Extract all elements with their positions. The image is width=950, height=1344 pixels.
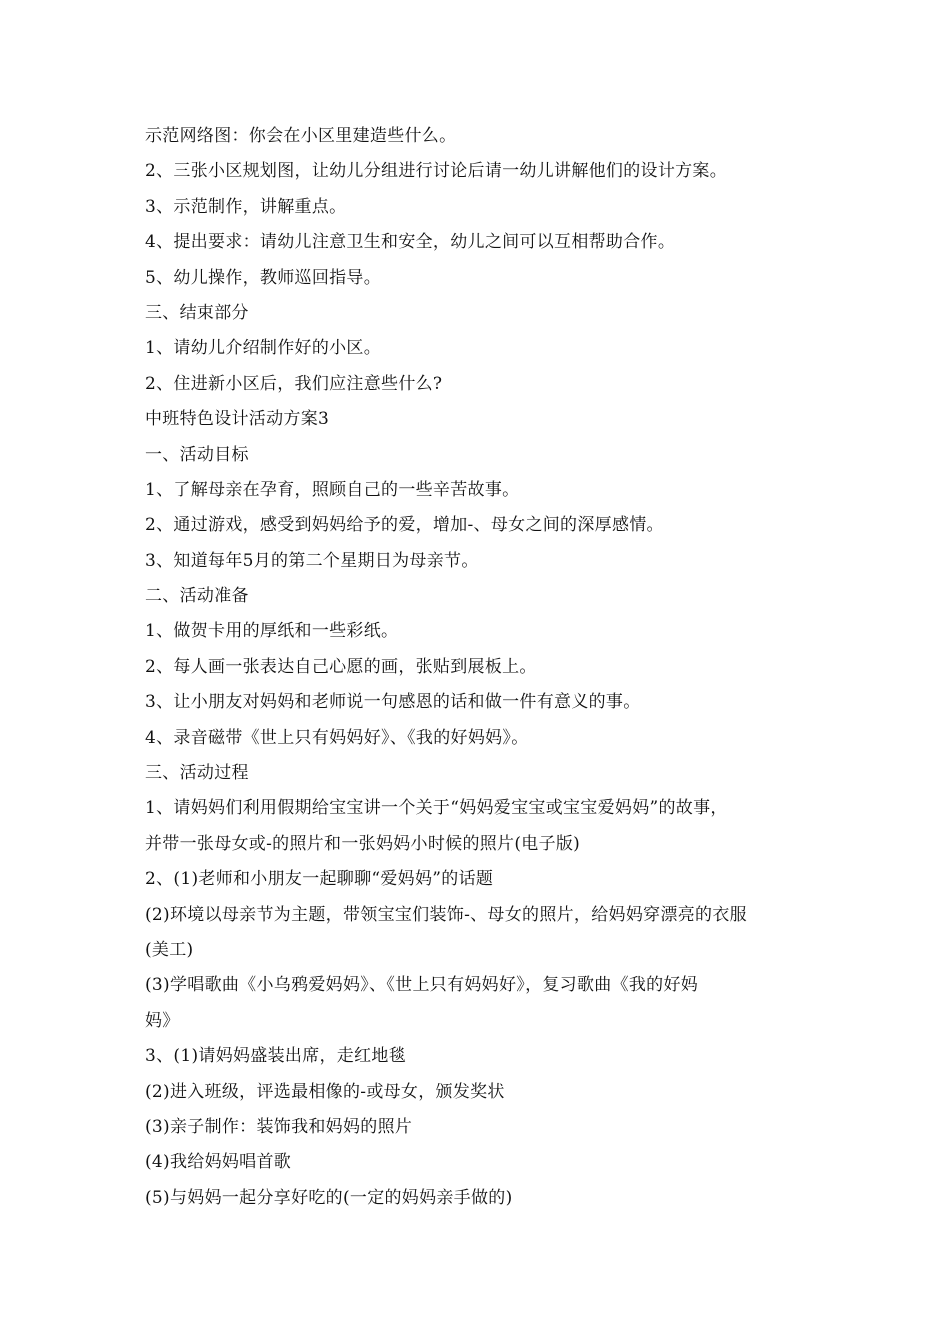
- document-body: [145, 119, 815, 1216]
- text-line: (3)学唱歌曲《小乌鸦爱妈妈》、《世上只有妈妈好》，复习歌曲《我的好妈: [145, 975, 699, 996]
- text-line: 3、知道每年5月的第二个星期日为母亲节。: [145, 550, 479, 571]
- text-line: (5)与妈妈一起分享好吃的(一定的妈妈亲手做的): [145, 1187, 513, 1208]
- text-line: (2)进入班级，评选最相像的-或母女，颁发奖状: [145, 1081, 505, 1102]
- text-line: (4)我给妈妈唱首歌: [145, 1152, 292, 1173]
- text-line: 5、幼儿操作，教师巡回指导。: [145, 267, 382, 288]
- text-line: 3、示范制作，讲解重点。: [145, 196, 347, 217]
- text-line: 2、住进新小区后，我们应注意些什么?: [145, 373, 443, 394]
- section-heading: 二、活动准备: [145, 586, 249, 607]
- section-heading: 三、结束部分: [145, 302, 249, 323]
- text-line: 2、三张小区规划图，让幼儿分组进行讨论后请一幼儿讲解他们的设计方案。: [145, 161, 728, 182]
- text-line: 2、每人画一张表达自己心愿的画，张贴到展板上。: [145, 656, 537, 677]
- document-title: 中班特色设计活动方案3: [145, 409, 330, 430]
- text-line: 2、(1)老师和小朋友一起聊聊“爱妈妈”的话题: [145, 869, 494, 890]
- text-line: 1、请妈妈们利用假期给宝宝讲一个关于“妈妈爱宝宝或宝宝爱妈妈”的故事，: [145, 798, 728, 819]
- text-line: (3)亲子制作：装饰我和妈妈的照片: [145, 1116, 413, 1137]
- text-line: 并带一张母女或-的照片和一张妈妈小时候的照片(电子版): [145, 833, 581, 854]
- text-line: 3、让小朋友对妈妈和老师说一句感恩的话和做一件有意义的事。: [145, 692, 641, 713]
- text-line: 4、录音磁带《世上只有妈妈好》、《我的好妈妈》。: [145, 727, 529, 748]
- text-line: 4、提出要求：请幼儿注意卫生和安全，幼儿之间可以互相帮助合作。: [145, 232, 676, 253]
- text-line: 3、(1)请妈妈盛装出席，走红地毯: [145, 1046, 406, 1067]
- text-line: (2)环境以母亲节为主题，带领宝宝们装饰-、母女的照片，给妈妈穿漂亮的衣服: [145, 904, 747, 925]
- section-heading: 三、活动过程: [145, 763, 249, 784]
- text-line: (美工): [145, 939, 194, 960]
- text-line: 妈》: [145, 1010, 180, 1031]
- text-line: 1、做贺卡用的厚纸和一些彩纸。: [145, 621, 399, 642]
- text-line: 1、请幼儿介绍制作好的小区。: [145, 338, 382, 359]
- text-line: 1、了解母亲在孕育，照顾自己的一些辛苦故事。: [145, 479, 520, 500]
- text-line: 示范网络图：你会在小区里建造些什么。: [145, 126, 457, 146]
- text-line: 2、通过游戏，感受到妈妈给予的爱，增加-、母女之间的深厚感情。: [145, 515, 664, 536]
- section-heading: 一、活动目标: [145, 444, 249, 465]
